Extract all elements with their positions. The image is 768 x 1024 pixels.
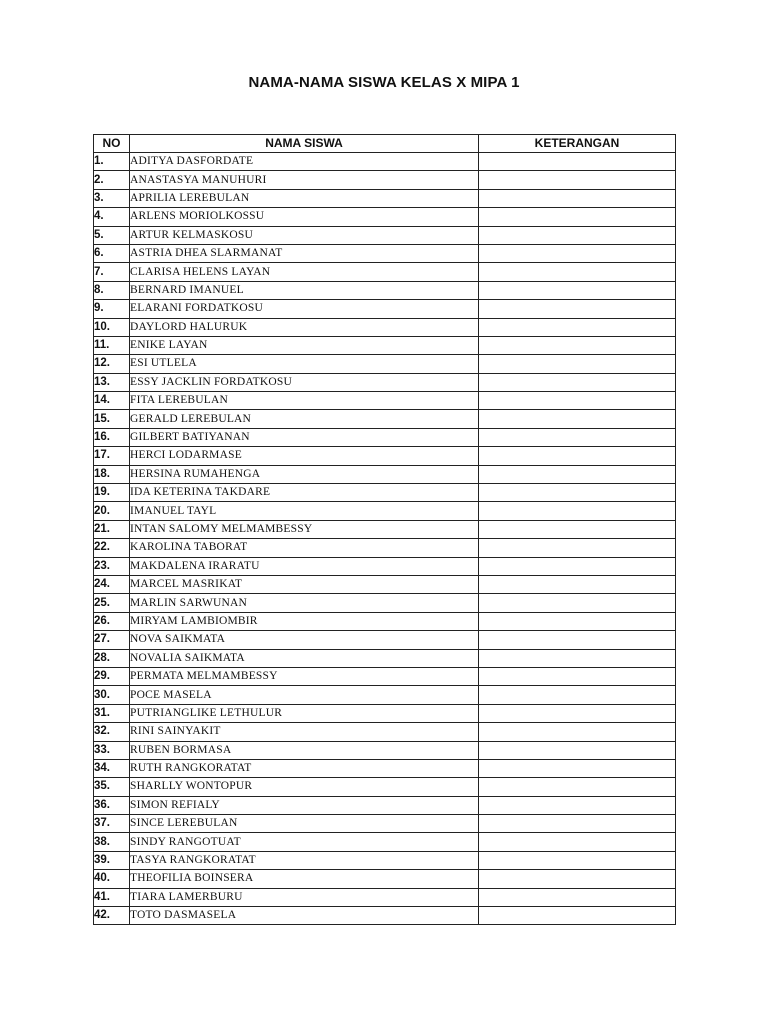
table-row bbox=[94, 796, 676, 814]
table-row bbox=[94, 649, 676, 667]
keterangan-cell bbox=[479, 704, 676, 722]
student-name: HERCI LODARMASE bbox=[130, 447, 479, 465]
table-row bbox=[94, 907, 676, 925]
keterangan-cell bbox=[479, 833, 676, 851]
table-row bbox=[94, 263, 676, 281]
table-row bbox=[94, 281, 676, 299]
table-row bbox=[94, 484, 676, 502]
keterangan-cell bbox=[479, 741, 676, 759]
keterangan-cell bbox=[479, 649, 676, 667]
student-name: MARLIN SARWUNAN bbox=[130, 594, 479, 612]
table-row bbox=[94, 520, 676, 538]
student-name: ESSY JACKLIN FORDATKOSU bbox=[130, 373, 479, 391]
student-name: ENIKE LAYAN bbox=[130, 336, 479, 354]
row-number: 30. bbox=[94, 686, 130, 704]
table-row bbox=[94, 502, 676, 520]
table-row bbox=[94, 759, 676, 777]
student-name: IDA KETERINA TAKDARE bbox=[130, 484, 479, 502]
keterangan-cell bbox=[479, 355, 676, 373]
keterangan-cell bbox=[479, 226, 676, 244]
student-name: SINCE LEREBULAN bbox=[130, 815, 479, 833]
row-number: 7. bbox=[94, 263, 130, 281]
keterangan-cell bbox=[479, 778, 676, 796]
keterangan-cell bbox=[479, 484, 676, 502]
row-number: 2. bbox=[94, 171, 130, 189]
row-number: 33. bbox=[94, 741, 130, 759]
table-row bbox=[94, 189, 676, 207]
keterangan-cell bbox=[479, 539, 676, 557]
table-row bbox=[94, 410, 676, 428]
row-number: 25. bbox=[94, 594, 130, 612]
row-number: 20. bbox=[94, 502, 130, 520]
keterangan-cell bbox=[479, 796, 676, 814]
row-number: 38. bbox=[94, 833, 130, 851]
row-number: 24. bbox=[94, 575, 130, 593]
table-row bbox=[94, 355, 676, 373]
row-number: 10. bbox=[94, 318, 130, 336]
table-row bbox=[94, 171, 676, 189]
row-number: 39. bbox=[94, 851, 130, 869]
keterangan-cell bbox=[479, 723, 676, 741]
student-name: SIMON REFIALY bbox=[130, 796, 479, 814]
table-row bbox=[94, 300, 676, 318]
student-name: THEOFILIA BOINSERA bbox=[130, 870, 479, 888]
keterangan-cell bbox=[479, 263, 676, 281]
keterangan-cell bbox=[479, 189, 676, 207]
keterangan-cell bbox=[479, 612, 676, 630]
keterangan-cell bbox=[479, 465, 676, 483]
table-row bbox=[94, 667, 676, 685]
row-number: 27. bbox=[94, 631, 130, 649]
student-name: RUBEN BORMASA bbox=[130, 741, 479, 759]
table-row bbox=[94, 557, 676, 575]
keterangan-cell bbox=[479, 557, 676, 575]
row-number: 19. bbox=[94, 484, 130, 502]
row-number: 42. bbox=[94, 907, 130, 925]
table-row bbox=[94, 318, 676, 336]
keterangan-cell bbox=[479, 208, 676, 226]
student-name: CLARISA HELENS LAYAN bbox=[130, 263, 479, 281]
column-header-name: NAMA SISWA bbox=[130, 135, 479, 153]
keterangan-cell bbox=[479, 520, 676, 538]
keterangan-cell bbox=[479, 447, 676, 465]
student-name: ADITYA DASFORDATE bbox=[130, 153, 479, 171]
student-name: HERSINA RUMAHENGA bbox=[130, 465, 479, 483]
table-row bbox=[94, 373, 676, 391]
row-number: 37. bbox=[94, 815, 130, 833]
keterangan-cell bbox=[479, 575, 676, 593]
table-row bbox=[94, 428, 676, 446]
keterangan-cell bbox=[479, 631, 676, 649]
student-name: PERMATA MELMAMBESSY bbox=[130, 667, 479, 685]
student-name: MARCEL MASRIKAT bbox=[130, 575, 479, 593]
table-row bbox=[94, 153, 676, 171]
keterangan-cell bbox=[479, 594, 676, 612]
table-row bbox=[94, 778, 676, 796]
keterangan-cell bbox=[479, 336, 676, 354]
keterangan-cell bbox=[479, 171, 676, 189]
keterangan-cell bbox=[479, 300, 676, 318]
row-number: 6. bbox=[94, 244, 130, 262]
student-name: RUTH RANGKORATAT bbox=[130, 759, 479, 777]
table-row bbox=[94, 447, 676, 465]
table-row bbox=[94, 686, 676, 704]
student-name: MIRYAM LAMBIOMBIR bbox=[130, 612, 479, 630]
student-name: BERNARD IMANUEL bbox=[130, 281, 479, 299]
keterangan-cell bbox=[479, 410, 676, 428]
column-header-no: NO bbox=[94, 135, 130, 153]
keterangan-cell bbox=[479, 318, 676, 336]
row-number: 12. bbox=[94, 355, 130, 373]
row-number: 13. bbox=[94, 373, 130, 391]
table-row bbox=[94, 612, 676, 630]
table-header-row bbox=[94, 135, 676, 153]
row-number: 5. bbox=[94, 226, 130, 244]
table-row bbox=[94, 208, 676, 226]
row-number: 29. bbox=[94, 667, 130, 685]
table-row bbox=[94, 336, 676, 354]
student-name: DAYLORD HALURUK bbox=[130, 318, 479, 336]
student-name: GERALD LEREBULAN bbox=[130, 410, 479, 428]
row-number: 1. bbox=[94, 153, 130, 171]
table-row bbox=[94, 833, 676, 851]
row-number: 35. bbox=[94, 778, 130, 796]
row-number: 28. bbox=[94, 649, 130, 667]
keterangan-cell bbox=[479, 888, 676, 906]
row-number: 8. bbox=[94, 281, 130, 299]
student-name: TASYA RANGKORATAT bbox=[130, 851, 479, 869]
row-number: 22. bbox=[94, 539, 130, 557]
row-number: 21. bbox=[94, 520, 130, 538]
table-body bbox=[94, 153, 676, 925]
student-name: TOTO DASMASELA bbox=[130, 907, 479, 925]
student-name: RINI SAINYAKIT bbox=[130, 723, 479, 741]
student-name: INTAN SALOMY MELMAMBESSY bbox=[130, 520, 479, 538]
row-number: 32. bbox=[94, 723, 130, 741]
table-row bbox=[94, 465, 676, 483]
row-number: 3. bbox=[94, 189, 130, 207]
keterangan-cell bbox=[479, 686, 676, 704]
student-name: NOVA SAIKMATA bbox=[130, 631, 479, 649]
row-number: 34. bbox=[94, 759, 130, 777]
student-name: FITA LEREBULAN bbox=[130, 392, 479, 410]
row-number: 17. bbox=[94, 447, 130, 465]
column-header-keterangan: KETERANGAN bbox=[479, 135, 676, 153]
row-number: 4. bbox=[94, 208, 130, 226]
student-name: APRILIA LEREBULAN bbox=[130, 189, 479, 207]
keterangan-cell bbox=[479, 392, 676, 410]
keterangan-cell bbox=[479, 244, 676, 262]
table-row bbox=[94, 392, 676, 410]
row-number: 23. bbox=[94, 557, 130, 575]
row-number: 31. bbox=[94, 704, 130, 722]
student-name: POCE MASELA bbox=[130, 686, 479, 704]
keterangan-cell bbox=[479, 907, 676, 925]
table-row bbox=[94, 851, 676, 869]
student-name: ARTUR KELMASKOSU bbox=[130, 226, 479, 244]
student-name: ARLENS MORIOLKOSSU bbox=[130, 208, 479, 226]
student-name: MAKDALENA IRARATU bbox=[130, 557, 479, 575]
keterangan-cell bbox=[479, 373, 676, 391]
row-number: 40. bbox=[94, 870, 130, 888]
table-row bbox=[94, 870, 676, 888]
student-name: ANASTASYA MANUHURI bbox=[130, 171, 479, 189]
table-row bbox=[94, 244, 676, 262]
student-name: SINDY RANGOTUAT bbox=[130, 833, 479, 851]
table-row bbox=[94, 631, 676, 649]
table-row bbox=[94, 575, 676, 593]
keterangan-cell bbox=[479, 153, 676, 171]
table-row bbox=[94, 741, 676, 759]
student-name: NOVALIA SAIKMATA bbox=[130, 649, 479, 667]
row-number: 26. bbox=[94, 612, 130, 630]
student-name: IMANUEL TAYL bbox=[130, 502, 479, 520]
row-number: 18. bbox=[94, 465, 130, 483]
table-row bbox=[94, 539, 676, 557]
student-name: TIARA LAMERBURU bbox=[130, 888, 479, 906]
document-title: NAMA-NAMA SISWA KELAS X MIPA 1 bbox=[248, 74, 520, 91]
row-number: 15. bbox=[94, 410, 130, 428]
row-number: 16. bbox=[94, 428, 130, 446]
table-row bbox=[94, 723, 676, 741]
student-table bbox=[93, 134, 676, 925]
table-row bbox=[94, 594, 676, 612]
student-name: GILBERT BATIYANAN bbox=[130, 428, 479, 446]
row-number: 11. bbox=[94, 336, 130, 354]
table-row bbox=[94, 815, 676, 833]
keterangan-cell bbox=[479, 502, 676, 520]
student-name: ELARANI FORDATKOSU bbox=[130, 300, 479, 318]
table-row bbox=[94, 888, 676, 906]
keterangan-cell bbox=[479, 281, 676, 299]
table-row bbox=[94, 704, 676, 722]
keterangan-cell bbox=[479, 428, 676, 446]
keterangan-cell bbox=[479, 851, 676, 869]
row-number: 41. bbox=[94, 888, 130, 906]
student-name: KAROLINA TABORAT bbox=[130, 539, 479, 557]
keterangan-cell bbox=[479, 870, 676, 888]
student-name: ESI UTLELA bbox=[130, 355, 479, 373]
student-name: PUTRIANGLIKE LETHULUR bbox=[130, 704, 479, 722]
keterangan-cell bbox=[479, 759, 676, 777]
student-name: SHARLLY WONTOPUR bbox=[130, 778, 479, 796]
row-number: 9. bbox=[94, 300, 130, 318]
row-number: 14. bbox=[94, 392, 130, 410]
keterangan-cell bbox=[479, 667, 676, 685]
student-name: ASTRIA DHEA SLARMANAT bbox=[130, 244, 479, 262]
table-row bbox=[94, 226, 676, 244]
keterangan-cell bbox=[479, 815, 676, 833]
row-number: 36. bbox=[94, 796, 130, 814]
